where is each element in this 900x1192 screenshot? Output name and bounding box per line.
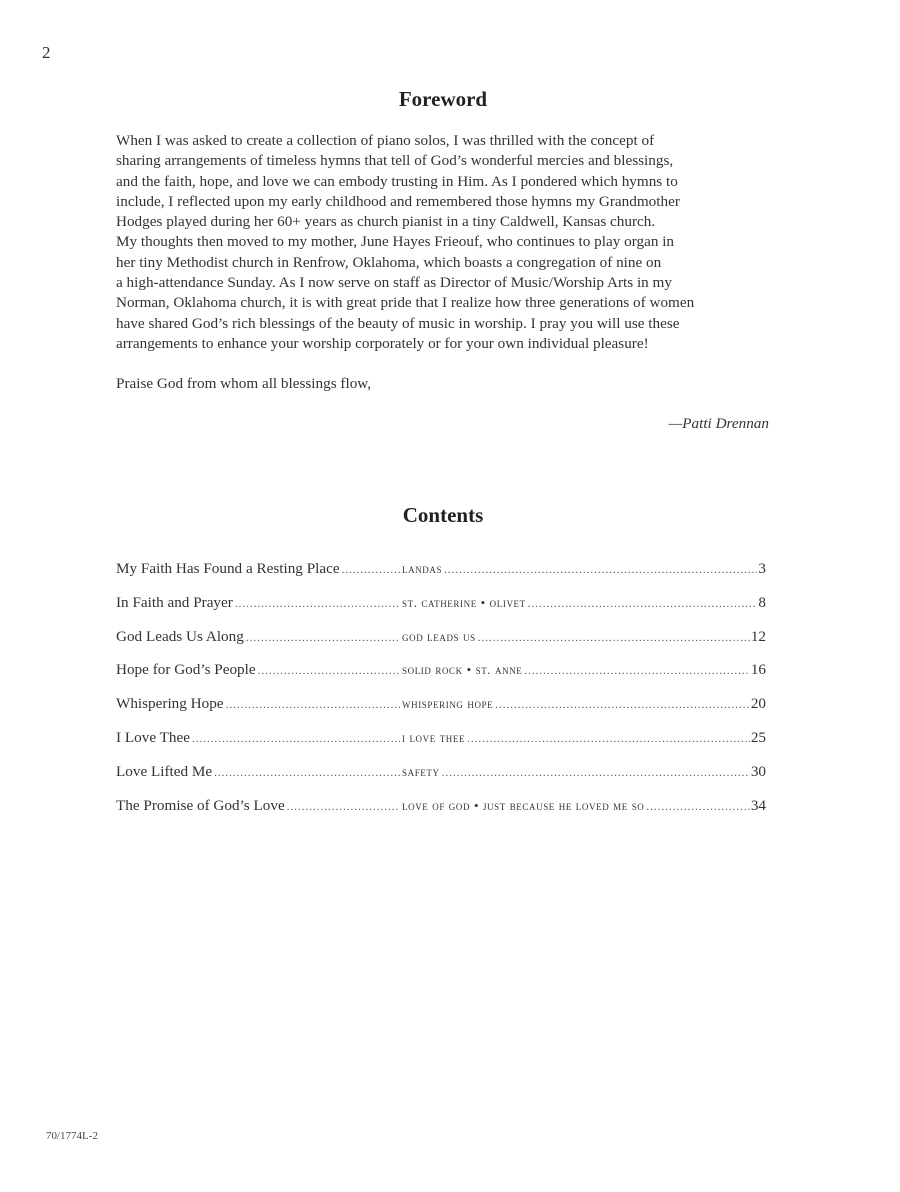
toc-entry xyxy=(116,695,766,729)
foreword-line: include, I reflected upon my early childhood and remembered those hymns my Grandmother xyxy=(116,192,680,210)
toc-title: The Promise of God’s Love xyxy=(116,796,285,814)
page-number: 2 xyxy=(42,43,51,62)
toc-entry xyxy=(116,560,766,594)
toc-title: God Leads Us Along xyxy=(116,627,244,645)
foreword-line: her tiny Methodist church in Renfrow, Oklahoma, which boasts a congregation of nine on xyxy=(116,253,662,271)
dot-leader xyxy=(235,598,400,610)
foreword-line: Norman, Oklahoma church, it is with great pride that I realize how three generations of women xyxy=(116,294,695,312)
dot-leader xyxy=(528,598,758,610)
dot-leader xyxy=(646,801,749,813)
toc-page-number: 16 xyxy=(750,661,766,679)
toc-page-number: 34 xyxy=(750,796,766,814)
foreword-line: and the faith, hope, and love we can embody trusting in Him. As I pondered which hymns to xyxy=(116,172,678,190)
foreword-line: have shared God’s rich blessings of the beauty of music in worship. I pray you will use these xyxy=(116,314,680,332)
toc-page-number: 20 xyxy=(750,695,766,713)
toc-tune-name: st. catherine • olivet xyxy=(402,594,526,610)
toc-tune-name: solid rock • st. anne xyxy=(402,662,523,678)
foreword-heading: Foreword xyxy=(398,87,488,111)
toc-page-number: 30 xyxy=(750,762,766,780)
dot-leader xyxy=(214,767,400,779)
toc-tune-name: whispering hope xyxy=(402,696,494,712)
foreword-line: sharing arrangements of timeless hymns that tell of God’s wonderful mercies and blessings, xyxy=(116,152,674,170)
dot-leader xyxy=(342,564,400,576)
author-signature: —Patti Drennan xyxy=(668,415,769,432)
dot-leader xyxy=(442,767,750,779)
dot-leader xyxy=(192,733,400,745)
toc-entry xyxy=(116,628,766,662)
toc-tune-name: god leads us xyxy=(402,628,476,644)
dot-leader xyxy=(246,632,400,644)
toc-title: Whispering Hope xyxy=(116,695,224,713)
toc-page-number: 12 xyxy=(750,627,766,645)
toc-tune-name: love of god • just because he loved me so xyxy=(402,797,645,813)
toc-tune-name: safety xyxy=(402,763,440,779)
toc-entry xyxy=(116,797,766,831)
toc-title: In Faith and Prayer xyxy=(116,593,233,611)
dot-leader xyxy=(467,733,750,745)
dot-leader xyxy=(287,801,400,813)
table-of-contents xyxy=(116,560,766,830)
toc-page-number: 8 xyxy=(758,593,766,611)
foreword-line: My thoughts then moved to my mother, June Hayes Frieouf, who continues to play organ in xyxy=(116,233,675,251)
toc-tune-name: i love thee xyxy=(402,729,466,745)
toc-page-number: 3 xyxy=(758,560,766,577)
catalog-code: 70/1774L-2 xyxy=(46,1130,98,1142)
closing-line: Praise God from whom all blessings flow, xyxy=(116,375,372,392)
toc-title: My Faith Has Found a Resting Place xyxy=(116,560,340,577)
foreword-line: When I was asked to create a collection of piano solos, I was thrilled with the concept of xyxy=(116,132,655,149)
toc-tune-name: landas xyxy=(402,561,443,576)
toc-entry xyxy=(116,661,766,695)
toc-entry xyxy=(116,729,766,763)
dot-leader xyxy=(226,699,400,711)
foreword-body xyxy=(116,131,776,354)
dot-leader xyxy=(258,665,400,677)
contents-heading: Contents xyxy=(402,503,484,527)
dot-leader xyxy=(478,632,750,644)
foreword-line: a high-attendance Sunday. As I now serve on staff as Director of Music/Worship Arts in my xyxy=(116,274,672,292)
foreword-line: arrangements to enhance your worship corporately or for your own individual pleasure! xyxy=(116,334,649,352)
foreword-line: Hodges played during her 60+ years as church pianist in a tiny Caldwell, Kansas church. xyxy=(116,213,656,231)
toc-title: Hope for God’s People xyxy=(116,661,256,679)
dot-leader xyxy=(444,564,757,576)
dot-leader xyxy=(524,665,749,677)
toc-title: Love Lifted Me xyxy=(116,762,213,780)
toc-page-number: 25 xyxy=(750,728,766,746)
toc-entry xyxy=(116,763,766,797)
dot-leader xyxy=(495,699,750,711)
toc-entry xyxy=(116,594,766,628)
toc-title: I Love Thee xyxy=(116,728,190,746)
